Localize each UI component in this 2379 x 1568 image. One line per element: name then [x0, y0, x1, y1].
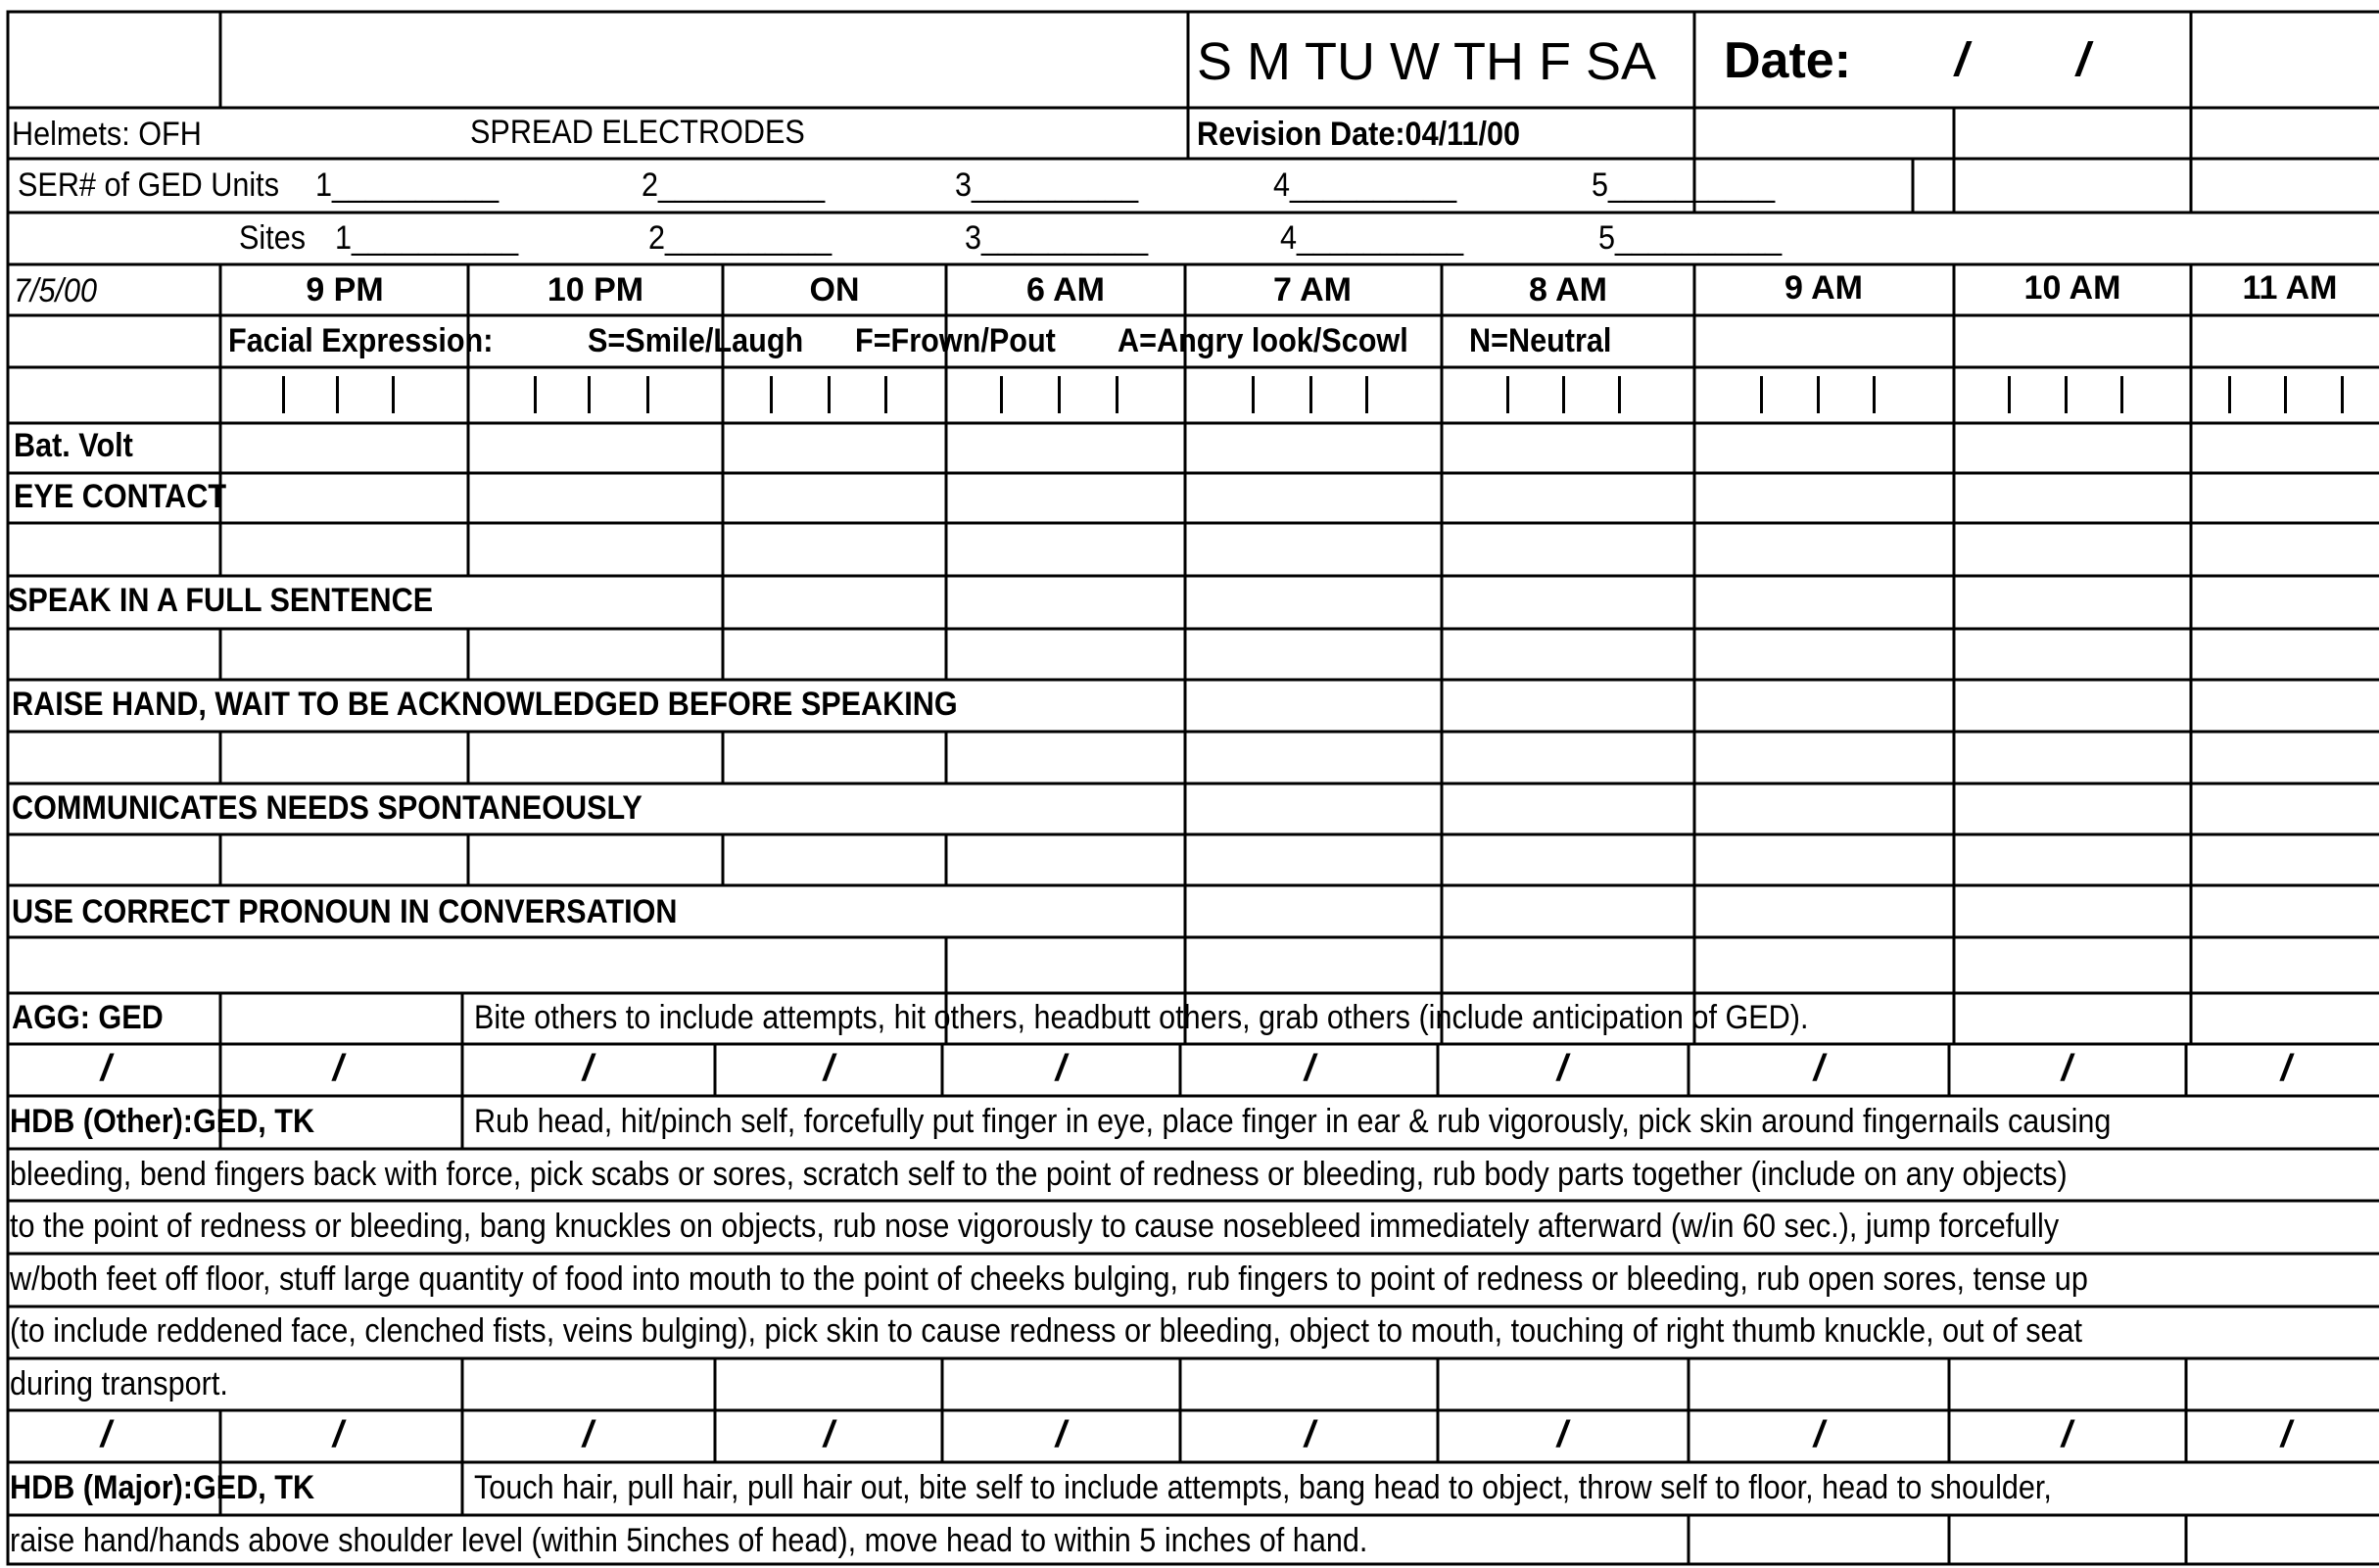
tick [1873, 376, 1876, 413]
eye-contact-label: EYE CONTACT [14, 478, 227, 515]
facial-code-neutral: N=Neutral [1469, 322, 1612, 359]
slash-mark: / [582, 1414, 594, 1455]
time-7am: 7 AM [1273, 271, 1352, 309]
time-8am: 8 AM [1529, 271, 1607, 309]
slash-mark: / [332, 1414, 344, 1455]
tick [1058, 376, 1061, 413]
ser-blank-4: 4__________ [1273, 166, 1457, 204]
facial-code-frown: F=Frown/Pout [855, 322, 1056, 359]
agg-description: Bite others to include attempts, hit others, headbutt others, grab others (include anticipation of GED). [474, 999, 1809, 1036]
facial-expression-label: Facial Expression: [228, 322, 494, 359]
slash-mark: / [1556, 1048, 1568, 1089]
slash-mark: / [1055, 1048, 1067, 1089]
ser-blank-5: 5__________ [1592, 166, 1776, 204]
facial-code-smile: S=Smile/Laugh [588, 322, 804, 359]
ser-label: SER# of GED Units [18, 166, 279, 204]
slash-mark: / [2280, 1048, 2292, 1089]
hdb-other-label: HDB (Other):GED, TK [10, 1103, 315, 1140]
tick [2228, 376, 2231, 413]
time-on: ON [809, 271, 860, 309]
date-label: Date: [1724, 32, 1852, 89]
tick [2008, 376, 2011, 413]
sites-blank-5: 5__________ [1598, 219, 1783, 257]
tick [1309, 376, 1312, 413]
slash-mark: / [1556, 1414, 1568, 1455]
hdb-major-line-2: raise hand/hands above shoulder level (within 5inches of head), move head to within 5 inches of hand. [10, 1522, 1368, 1559]
tick [2120, 376, 2123, 413]
tick [282, 376, 285, 413]
raise-hand-label: RAISE HAND, WAIT TO BE ACKNOWLEDGED BEFORE SPEAKING [12, 686, 958, 723]
ser-blank-3: 3__________ [955, 166, 1139, 204]
hdb-other-line-1: Rub head, hit/pinch self, forcefully put finger in eye, place finger in ear & rub vigorously, pick skin around fingernails causing [474, 1103, 2112, 1140]
facial-code-angry: A=Angry look/Scowl [1118, 322, 1408, 359]
slash-mark: / [1304, 1414, 1315, 1455]
sites-blank-3: 3__________ [965, 219, 1149, 257]
slash-mark: / [823, 1414, 834, 1455]
slash-mark: / [1813, 1048, 1825, 1089]
time-9am: 9 AM [1784, 269, 1863, 307]
hdb-other-line-5: (to include reddened face, clenched fists, veins bulging), pick skin to cause redness or bleeding, object to mouth, touching of right thumb knuckle, out of seat [10, 1312, 2083, 1350]
spread-electrodes-label: SPREAD ELECTRODES [470, 114, 805, 151]
tick [1000, 376, 1003, 413]
tick [1506, 376, 1509, 413]
tick [2065, 376, 2068, 413]
sites-label: Sites [239, 219, 307, 257]
slash-mark: / [2061, 1414, 2072, 1455]
time-10pm: 10 PM [547, 271, 644, 309]
time-10am: 10 AM [2023, 269, 2121, 307]
sites-blank-4: 4__________ [1280, 219, 1464, 257]
ser-blank-2: 2__________ [642, 166, 826, 204]
slash-mark: / [332, 1048, 344, 1089]
tick [1618, 376, 1621, 413]
tick [1365, 376, 1368, 413]
tick [1252, 376, 1255, 413]
bat-volt-label: Bat. Volt [14, 427, 133, 464]
slash-mark: / [582, 1048, 594, 1089]
time-6am: 6 AM [1026, 271, 1105, 309]
days-of-week: S M TU W TH F SA [1197, 32, 1657, 91]
time-9pm: 9 PM [306, 271, 384, 309]
tick [770, 376, 773, 413]
slash-mark: / [1813, 1414, 1825, 1455]
time-11am: 11 AM [2242, 269, 2338, 307]
slash-mark: / [100, 1048, 112, 1089]
correct-pronoun-label: USE CORRECT PRONOUN IN CONVERSATION [12, 893, 678, 930]
slash-mark: / [100, 1414, 112, 1455]
revision-date: Revision Date:04/11/00 [1197, 116, 1520, 153]
tick [1116, 376, 1118, 413]
hdb-major-line-1: Touch hair, pull hair, pull hair out, bite self to include attempts, bang head to object, throw self to floor, head to shoulder, [474, 1469, 2052, 1506]
slash-mark: / [1055, 1414, 1067, 1455]
tick [1817, 376, 1820, 413]
tick [534, 376, 537, 413]
slash-mark: / [823, 1048, 834, 1089]
tick [1562, 376, 1565, 413]
slash-mark: / [1304, 1048, 1315, 1089]
communicates-needs-label: COMMUNICATES NEEDS SPONTANEOUSLY [12, 789, 642, 827]
hdb-other-line-4: w/both feet off floor, stuff large quantity of food into mouth to the point of cheeks bulging, rub fingers to point of redness or bleeding, rub open sores, tense up [10, 1260, 2088, 1298]
hdb-other-line-3: to the point of redness or bleeding, bang knuckles on objects, rub nose vigorously to cause nosebleed immediately afterward (w/in 60 sec.), jump forcefully [10, 1208, 2060, 1245]
hdb-other-line-6: during transport. [10, 1365, 228, 1402]
tick [2341, 376, 2344, 413]
tick [392, 376, 395, 413]
date-slash-2: / [2076, 34, 2090, 86]
tick [828, 376, 831, 413]
speak-full-sentence-label: SPEAK IN A FULL SENTENCE [8, 582, 434, 619]
helmets-label: Helmets: OFH [12, 116, 202, 153]
tick [588, 376, 591, 413]
date-slash-1: / [1955, 34, 1969, 86]
hdb-major-label: HDB (Major):GED, TK [10, 1469, 315, 1506]
tick [2284, 376, 2287, 413]
ser-blank-1: 1__________ [315, 166, 500, 204]
sites-blank-1: 1__________ [335, 219, 519, 257]
tick [1760, 376, 1763, 413]
tick [336, 376, 339, 413]
agg-label: AGG: GED [12, 999, 164, 1036]
sites-blank-2: 2__________ [648, 219, 833, 257]
hdb-other-line-2: bleeding, bend fingers back with force, pick scabs or sores, scratch self to the point of redness or bleeding, rub body parts together (include on any objects) [10, 1156, 2068, 1193]
slash-mark: / [2061, 1048, 2072, 1089]
slash-mark: / [2280, 1414, 2292, 1455]
schedule-date: 7/5/00 [14, 272, 98, 309]
tick [884, 376, 887, 413]
tick [646, 376, 649, 413]
